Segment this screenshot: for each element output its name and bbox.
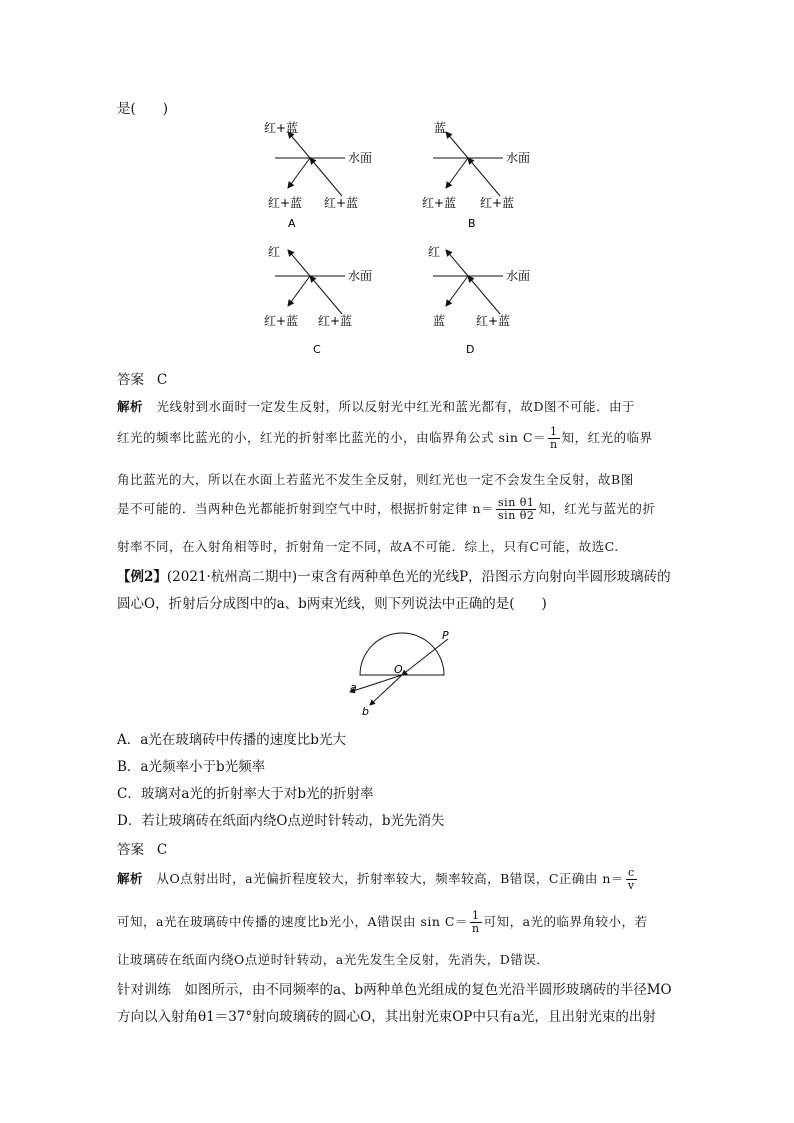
answer-2 xyxy=(117,838,167,858)
analysis-1-line-3: 角比蓝光的大，所以在水面上若蓝光不发生全反射，则红光也一定不会发生全反射，故B图 xyxy=(117,472,634,487)
fraction-1-over-n: $\frac{1}{n}$ xyxy=(549,425,558,451)
d-incident-label: 红+蓝 xyxy=(476,314,511,328)
option-d: D．若让玻璃砖在纸面内绕O点逆时针转动，b光先消失 xyxy=(117,813,445,829)
analysis-1-line-1: 解析 光线射到水面时一定发生反射，所以反射光中红光和蓝光都有，故D图不可能．由于 xyxy=(117,399,635,414)
c-water-label: 水面 xyxy=(348,269,373,283)
label-a: a xyxy=(350,681,357,694)
analysis-2-label: 解析 xyxy=(117,871,144,886)
b-reflected-label: 蓝 xyxy=(434,121,447,135)
d-caption: D xyxy=(466,343,475,356)
b-refracted-label: 红+蓝 xyxy=(422,196,457,210)
d-refracted-label: 蓝 xyxy=(433,314,446,328)
analysis-1-line-4: 是不可能的．当两种色光都能折射到空气中时，根据折射定律 n＝ $\frac{\text{sin θ1}}{\text{sin θ2}}$ 知，红光与蓝光的折 xyxy=(117,496,656,522)
analysis-1-label: 解析 xyxy=(117,399,144,414)
question-tail: 是( ) xyxy=(117,101,169,117)
b-water-label: 水面 xyxy=(506,151,531,165)
b-caption: B xyxy=(468,217,476,230)
a-incident-label: 红+蓝 xyxy=(324,196,359,210)
answer-2-value: C xyxy=(156,842,168,858)
c-caption: C xyxy=(313,343,321,356)
diagram-d xyxy=(428,245,530,356)
label-p: P xyxy=(442,629,449,642)
c-refracted-label: 红+蓝 xyxy=(264,314,299,328)
diagram-c xyxy=(264,245,372,356)
analysis-1-line-2: 红光的频率比蓝光的小，红光的折射率比蓝光的小，由临界角公式 sin C＝ $\frac{1}{n}$ 知，红光的临界 xyxy=(117,425,653,451)
d-reflected-label: 红 xyxy=(428,245,441,259)
option-c: C．玻璃对a光的折射率大于对b光的折射率 xyxy=(117,786,374,802)
answer-1-value: C xyxy=(156,372,168,388)
practice-line-2: 方向以入射角θ1＝37°射向玻璃砖的圆心O，其出射光束OP中只有a光，且出射光束的出射 xyxy=(117,1009,656,1025)
example-2-line-1: 【例2】(2021·杭州高二期中)一束含有两种单色光的光线P，沿图示方向射向半圆形玻璃砖的 xyxy=(117,569,671,585)
analysis-2-line-3: 让玻璃砖在纸面内绕O点逆时针转动，a光先发生全反射，先消失，D错误． xyxy=(117,952,550,967)
b-incident-label: 红+蓝 xyxy=(480,196,515,210)
label-o: O xyxy=(394,663,403,676)
analysis-2-line-1: 解析 从O点射出时，a光偏折程度较大，折射率较大，频率较高，B错误，C正确由 n＝ $\frac{c}{v}$ xyxy=(117,866,635,892)
c-reflected-label: 红 xyxy=(268,245,281,259)
practice-line-1: 针对训练 如图所示，由不同频率的a、b两种单色光组成的复色光沿半圆形玻璃砖的半径MO xyxy=(117,982,672,998)
a-reflected-label: 红+蓝 xyxy=(264,121,299,135)
option-b: B．a光频率小于b光频率 xyxy=(117,759,266,775)
analysis-2-line-2: 可知，a光在玻璃砖中传播的速度比b光小，A错误由 sin C＝ $\frac{1}{n}$ 可知，a光的临界角较小，若 xyxy=(117,909,648,935)
c-incident-label: 红+蓝 xyxy=(318,314,353,328)
fraction-1-over-n-2: $\frac{1}{n}$ xyxy=(471,909,480,935)
fraction-snell: $\frac{\text{sin θ1}}{\text{sin θ2}}$ xyxy=(498,496,535,522)
answer-1-label: 答案 xyxy=(117,372,144,388)
analysis-1-line-5: 射率不同，在入射角相等时，折射角一定不同，故A不可能．综上，只有C可能，故选C. xyxy=(117,539,619,554)
a-refracted-label: 红+蓝 xyxy=(268,196,303,210)
diagram-a xyxy=(264,120,372,230)
label-b: b xyxy=(362,705,369,718)
answer-2-label: 答案 xyxy=(117,842,144,858)
option-a: A．a光在玻璃砖中传播的速度比b光大 xyxy=(117,732,346,748)
fraction-c-over-v: $\frac{c}{v}$ xyxy=(627,866,635,892)
answer-1 xyxy=(117,368,167,388)
a-water-label: 水面 xyxy=(348,151,373,165)
example-2-line-2: 圆心O，折射后分成图中的a、b两束光线，则下列说法中正确的是( ) xyxy=(117,596,547,612)
semicircle-glass-figure xyxy=(340,625,460,720)
reflection-diagrams xyxy=(250,118,550,364)
diagram-b xyxy=(422,120,530,230)
example-2-tag: 【例2】 xyxy=(117,569,167,585)
a-caption: A xyxy=(288,217,296,230)
d-water-label: 水面 xyxy=(506,269,531,283)
